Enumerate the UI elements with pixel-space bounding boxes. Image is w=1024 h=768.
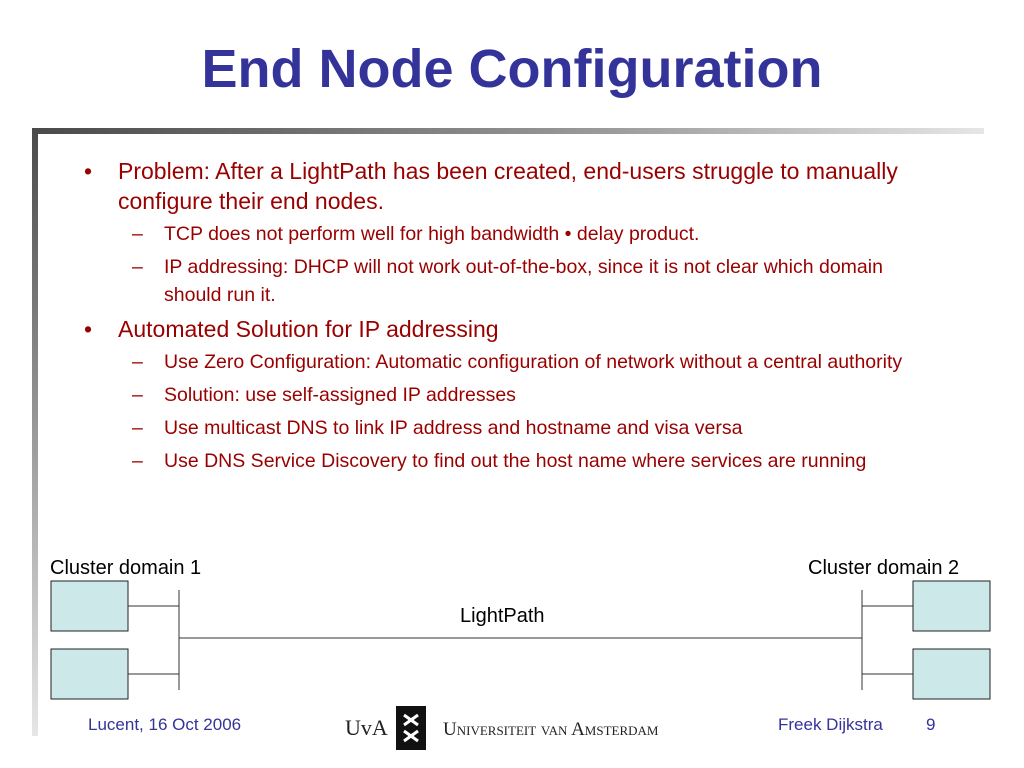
node-box	[913, 581, 990, 631]
bullet-text: Problem: After a LightPath has been created, end-users struggle to manually configure their end nodes.	[118, 158, 898, 214]
bullet	[80, 314, 940, 344]
sub-bullet	[80, 447, 940, 475]
node-box	[51, 649, 128, 699]
sub-bullet-mark: –	[132, 450, 143, 472]
node-box	[913, 649, 990, 699]
uva-logo	[345, 706, 755, 750]
bullet-mark: •	[84, 158, 93, 184]
sub-bullet-mark: –	[132, 223, 143, 245]
uva-abbrev: UvA	[345, 715, 388, 740]
uva-crest-icon	[396, 706, 426, 750]
bullet-mark: •	[84, 316, 93, 342]
sub-bullet	[80, 348, 940, 376]
sub-bullet-text: TCP does not perform well for high bandwidth • delay product.	[164, 223, 700, 245]
sub-bullet-mark: –	[132, 351, 143, 373]
sub-bullet-text: Use Zero Configuration: Automatic configuration of network without a central authority	[164, 351, 903, 373]
sub-bullet-text: Solution: use self-assigned IP addresses	[164, 384, 516, 406]
sub-bullet-mark: –	[132, 256, 143, 278]
sub-bullet	[80, 253, 940, 309]
bullet	[80, 156, 940, 216]
cluster-domain-2-label: Cluster domain 2	[808, 557, 960, 579]
page-number: 9	[926, 715, 936, 734]
footer-author: Freek Dijkstra	[778, 715, 883, 734]
lightpath-label: LightPath	[460, 605, 545, 627]
uva-name: Universiteit van Amsterdam	[443, 719, 659, 740]
footer-date: Lucent, 16 Oct 2006	[88, 715, 242, 734]
sub-bullet	[80, 414, 940, 442]
sub-bullet-mark: –	[132, 417, 143, 439]
sub-bullet	[80, 381, 940, 409]
network-diagram	[0, 570, 1024, 700]
slide-body	[80, 156, 940, 480]
sub-bullet-mark: –	[132, 384, 143, 406]
cluster-domain-1-label: Cluster domain 1	[50, 557, 202, 579]
node-box	[51, 581, 128, 631]
sub-bullet-text: Use DNS Service Discovery to find out the host name where services are running	[164, 450, 867, 472]
sub-bullet-text: Use multicast DNS to link IP address and hostname and visa versa	[164, 417, 743, 439]
slide-title: End Node Configuration	[201, 39, 823, 99]
bullet-text: Automated Solution for IP addressing	[118, 316, 499, 342]
sub-bullet	[80, 220, 940, 248]
sub-bullet-text: IP addressing: DHCP will not work out-of-the-box, since it is not clear which domain should run it.	[164, 256, 883, 306]
top-rule	[32, 128, 984, 134]
